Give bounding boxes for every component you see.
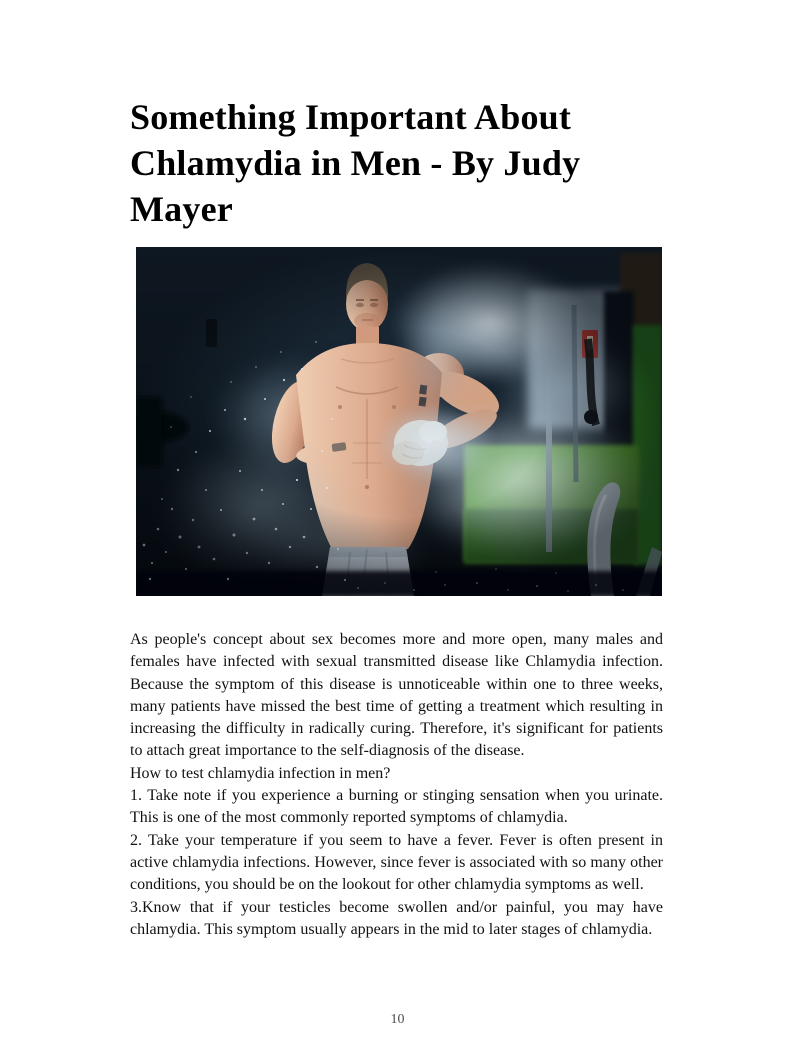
gym-chalk-photo-illustration: [136, 247, 662, 596]
paragraph-intro: As people's concept about sex becomes more and more open, many males and females have infected with sexual transmitted disease like Chlamydia infection. Because the symptom of this disease is unnoticeable within one to three weeks, many patients have missed the best time of getting a treatment which resulting in increasing the difficulty in radically curing. Therefore, it's significant for patients to attach great importance to the self-diagnosis of the disease.: [130, 631, 663, 760]
page-number: 10: [390, 1012, 405, 1027]
article-image: [136, 247, 662, 596]
article-body: [130, 629, 663, 941]
article-title: Something Important About Chlamydia in Men - By Judy Mayer: [130, 97, 581, 229]
paragraph-item-2: 2. Take your temperature if you seem to have a fever. Fever is often present in active chlamydia infections. However, since fever is associated with so many other conditions, you should be on the lookout for other chlamydia symptoms as well.: [130, 831, 663, 894]
paragraph-item-3: 3.Know that if your testicles become swollen and/or painful, you may have chlamydia. This symptom usually appears in the mid to later stages of chlamydia.: [130, 898, 663, 938]
paragraph-item-1: 1. Take note if you experience a burning or stinging sensation when you urinate. This is one of the most commonly reported symptoms of chlamydia.: [130, 787, 663, 827]
paragraph-question: How to test chlamydia infection in men?: [130, 764, 391, 782]
vignette: [136, 247, 662, 596]
